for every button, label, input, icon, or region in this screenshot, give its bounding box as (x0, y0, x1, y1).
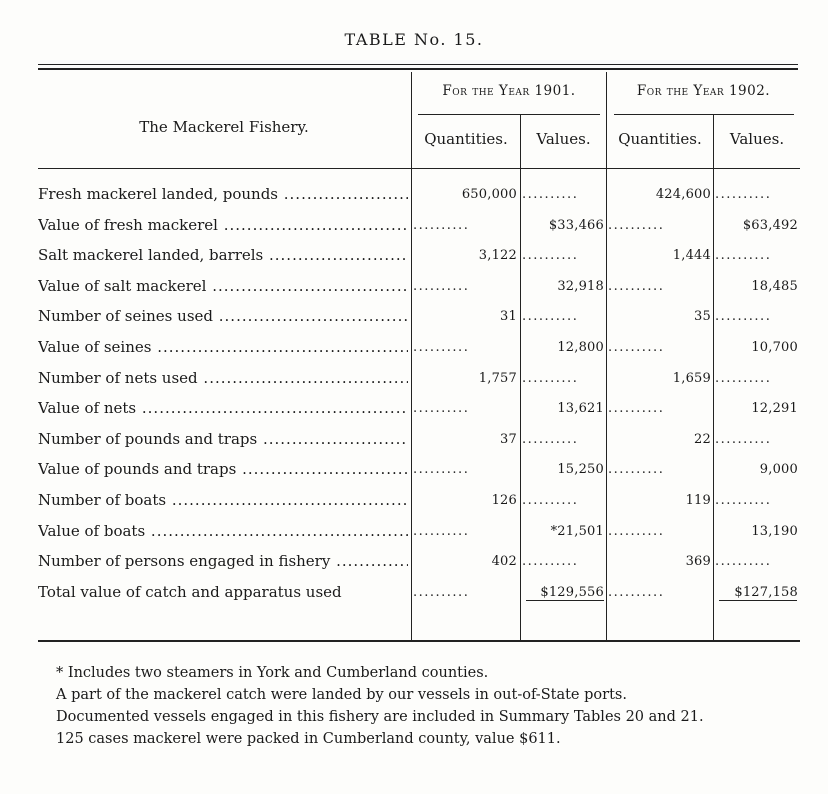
table-cell: 650,000 (461, 187, 517, 202)
leader-dots (136, 399, 408, 417)
row-label (38, 246, 408, 264)
leader-dots (278, 185, 408, 203)
row-label-text: Number of boats (38, 491, 167, 509)
table-cell: 1,757 (478, 370, 517, 386)
footnote-cases-packed: 125 cases mackerel were packed in Cumberland county, value $611. (56, 731, 561, 747)
empty-cell-leader: .......... (608, 523, 665, 539)
empty-cell-leader: .......... (413, 217, 470, 233)
empty-cell-leader: .......... (522, 370, 579, 386)
row-label (38, 430, 408, 448)
table-cell: 3,122 (478, 248, 517, 264)
top-rule (38, 64, 798, 65)
table-cell: 10,700 (751, 340, 798, 355)
footnote-out-of-state: A part of the mackerel catch were landed by our vessels in out-of-State ports. (56, 687, 627, 703)
table-cell: $63,492 (742, 217, 798, 233)
empty-cell-leader: .......... (608, 340, 665, 355)
table-cell: 31 (500, 309, 517, 325)
table-cell: 12,800 (557, 340, 604, 355)
empty-cell-leader: .......... (413, 523, 470, 539)
empty-cell-leader: .......... (522, 431, 579, 447)
empty-cell-leader: .......... (522, 187, 579, 202)
empty-cell-leader: .......... (522, 309, 579, 325)
table-cell: *21,501 (550, 523, 604, 539)
leader-dots (213, 307, 408, 325)
table-row (0, 307, 828, 337)
empty-cell-leader: .......... (522, 554, 579, 570)
row-label-text: Value of salt mackerel (38, 276, 207, 295)
row-label (38, 307, 408, 325)
row-label (38, 399, 408, 417)
row-label-text: Value of pounds and traps (38, 460, 237, 479)
table-row (0, 552, 828, 582)
total-rule-1901 (526, 600, 604, 601)
row-label (38, 277, 408, 295)
table-row (0, 216, 828, 246)
row-label (38, 552, 408, 570)
empty-cell-leader: .......... (522, 493, 579, 508)
empty-cell-leader: .......... (413, 340, 470, 355)
table-cell: 119 (685, 493, 711, 508)
leader-dots (257, 430, 408, 448)
col-header-values-1902: Values. (729, 130, 785, 148)
row-label (38, 583, 408, 601)
empty-cell-leader: .......... (715, 309, 772, 325)
empty-cell-leader: .......... (715, 554, 772, 570)
empty-cell-leader: .......... (715, 431, 772, 447)
leader-dots (263, 246, 408, 264)
row-label-text: Number of pounds and traps (38, 429, 258, 448)
table-cell: 424,600 (655, 187, 711, 202)
leader-dots (236, 460, 408, 478)
table-cell: 1,444 (672, 248, 711, 264)
row-label-text: Fresh mackerel landed, pounds (38, 185, 278, 203)
total-rule-1902 (719, 600, 797, 601)
table-row (0, 185, 828, 215)
leader-dots (145, 522, 408, 540)
empty-cell-leader: .......... (608, 401, 665, 417)
table-row (0, 430, 828, 460)
empty-cell-leader: .......... (608, 584, 665, 600)
row-label-text: Value of boats (38, 521, 146, 540)
footnote-documented-vessels: Documented vessels engaged in this fishery are included in Summary Tables 20 and 21. (56, 709, 704, 725)
col-header-quantities-1902: Quantities. (618, 130, 702, 148)
table-cell: 13,190 (751, 523, 798, 539)
table-row (0, 522, 828, 552)
year-header-1901: For the Year 1901. (442, 83, 576, 99)
leader-dots (151, 338, 408, 356)
row-label-text: Number of seines used (38, 307, 213, 326)
col-header-quantities-1901: Quantities. (424, 130, 508, 148)
table-cell: 1,659 (672, 370, 711, 386)
table-bottom-rule (38, 640, 800, 642)
year-header-rule-1902 (614, 114, 794, 115)
leader-dots (166, 491, 408, 509)
row-label (38, 369, 408, 387)
table-cell: 35 (694, 309, 711, 325)
row-label-text: Salt mackerel landed, barrels (38, 246, 264, 265)
year-header-1902: For the Year 1902. (636, 83, 771, 99)
table-row (0, 399, 828, 429)
row-label-text: Number of persons engaged in fishery (38, 552, 331, 571)
table-cell: 15,250 (557, 462, 604, 478)
table-row (0, 491, 828, 521)
empty-cell-leader: .......... (608, 462, 665, 478)
empty-cell-leader: .......... (608, 217, 665, 233)
table-row (0, 246, 828, 276)
footnote-steamers: * Includes two steamers in York and Cumberland counties. (56, 665, 489, 681)
leader-dots (206, 277, 408, 295)
leader-dots (330, 552, 408, 570)
table-cell: 402 (491, 554, 517, 570)
empty-cell-leader: .......... (715, 248, 772, 264)
empty-cell-leader: .......... (413, 584, 470, 600)
table-cell: 22 (694, 431, 711, 447)
table-cell: $33,466 (548, 217, 604, 233)
empty-cell-leader: .......... (715, 493, 772, 508)
table-cell: 13,621 (557, 401, 604, 417)
table-cell: 126 (491, 493, 517, 508)
header-bottom-rule (38, 168, 800, 169)
row-label (38, 460, 408, 478)
table-cell: 12,291 (751, 401, 798, 417)
row-label-text: Value of nets (38, 399, 137, 418)
table-row (0, 583, 828, 613)
empty-cell-leader: .......... (608, 278, 665, 294)
row-label (38, 491, 408, 509)
table-cell: 37 (500, 431, 517, 447)
table-row (0, 369, 828, 399)
leader-dots (218, 216, 408, 234)
table-row (0, 338, 828, 368)
leader-dots (198, 369, 408, 387)
stub-header: The Mackerel Fishery. (139, 118, 309, 136)
table-cell: 9,000 (759, 462, 798, 478)
row-label-text: Total value of catch and apparatus used (38, 582, 342, 601)
empty-cell-leader: .......... (715, 187, 772, 202)
footnotes (38, 662, 808, 750)
empty-cell-leader: .......... (413, 401, 470, 417)
table-cell: 18,485 (751, 278, 798, 294)
empty-cell-leader: .......... (522, 248, 579, 264)
empty-cell-leader: .......... (413, 462, 470, 478)
top-rule-heavy (38, 68, 798, 70)
row-label (38, 216, 408, 234)
table-row (0, 460, 828, 490)
table-cell: $129,556 (540, 584, 604, 600)
row-label-text: Value of seines (38, 338, 152, 356)
table-cell: 32,918 (557, 278, 604, 294)
table-cell: $127,158 (734, 584, 798, 600)
row-label-text: Number of nets used (38, 368, 198, 387)
empty-cell-leader: .......... (413, 278, 470, 294)
year-header-rule-1901 (418, 114, 600, 115)
table-cell: 369 (685, 554, 711, 570)
empty-cell-leader: .......... (715, 370, 772, 386)
col-header-values-1901: Values. (536, 130, 591, 148)
row-label-text: Value of fresh mackerel (38, 215, 218, 234)
row-label (38, 185, 408, 203)
row-label (38, 522, 408, 540)
row-label (38, 338, 408, 356)
table-title: TABLE No. 15. (344, 30, 484, 49)
table-row (0, 277, 828, 307)
